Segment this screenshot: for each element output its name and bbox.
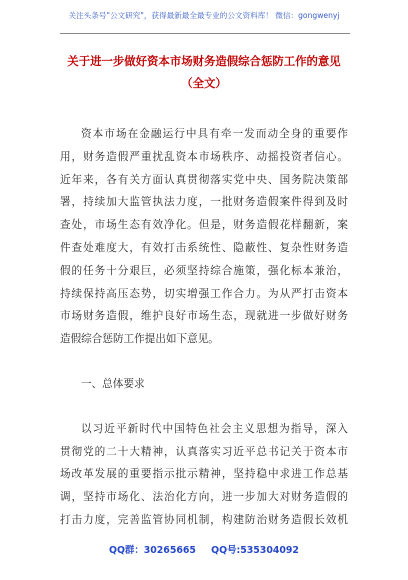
paragraph-line: 查处，市场生态有效净化。但是，财务造假花样翻新，案 (60, 219, 348, 232)
paragraph-line: 贯彻党的二十大精神，认真落实习近平总书记关于资本市 (60, 445, 348, 458)
paragraph-line: 假的任务十分艰巨，必须坚持综合施策，强化标本兼治， (60, 264, 348, 277)
paragraph-line: 持续保持高压态势，切实增强工作合力。为从严打击资本 (60, 287, 348, 300)
section-heading: 一、总体要求 (81, 377, 145, 390)
header-divider (60, 33, 350, 34)
footer-qq-number: QQ号:535304092 (211, 545, 299, 556)
intro-paragraph (60, 123, 348, 351)
paragraph-line: 署，持续加大监管执法力度，一批财务造假案件得到及时 (60, 196, 348, 209)
footer-contact (0, 542, 408, 556)
paragraph-spacer (60, 396, 348, 418)
paragraph-line: 造假综合惩防工作提出如下意见。 (60, 333, 219, 346)
document-body (60, 123, 348, 532)
paragraph-line: 用，财务造假严重扰乱资本市场秩序、动摇投资者信心。 (60, 150, 348, 163)
header-note: 关注头条号"公文研究"，获得最新最全最专业的公文资料库！ 微信：gongwenyj (68, 11, 340, 20)
document-title: 关于进一步做好资本市场财务造假综合惩防工作的意见 (67, 54, 341, 68)
paragraph-line: 场改革发展的重要指示批示精神，坚持稳中求进工作总基 (60, 468, 348, 481)
paragraph-spacer (60, 351, 348, 373)
paragraph-line: 市场财务造假，维护良好市场生态，现就进一步做好财务 (60, 310, 348, 323)
paragraph-line: 打击力度，完善监管协同机制，构建防治财务造假长效机 (60, 513, 348, 526)
document-subtitle: （全文） (181, 76, 227, 90)
paragraph-line: 以习近平新时代中国特色社会主义思想为指导，深入 (81, 422, 348, 435)
footer-qq-group: QQ群：30265665 (109, 545, 196, 556)
paragraph-line: 资本市场在金融运行中具有牵一发而动全身的重要作 (81, 128, 348, 140)
section-paragraph (60, 418, 348, 532)
paragraph-line: 调，坚持市场化、法治化方向，进一步加大对财务造假的 (60, 491, 348, 504)
paragraph-line: 近年来，各有关方面认真贯彻落实党中央、国务院决策部 (60, 173, 348, 186)
paragraph-line: 件查处难度大，有效打击系统性、隐蔽性、复杂性财务造 (60, 241, 348, 254)
